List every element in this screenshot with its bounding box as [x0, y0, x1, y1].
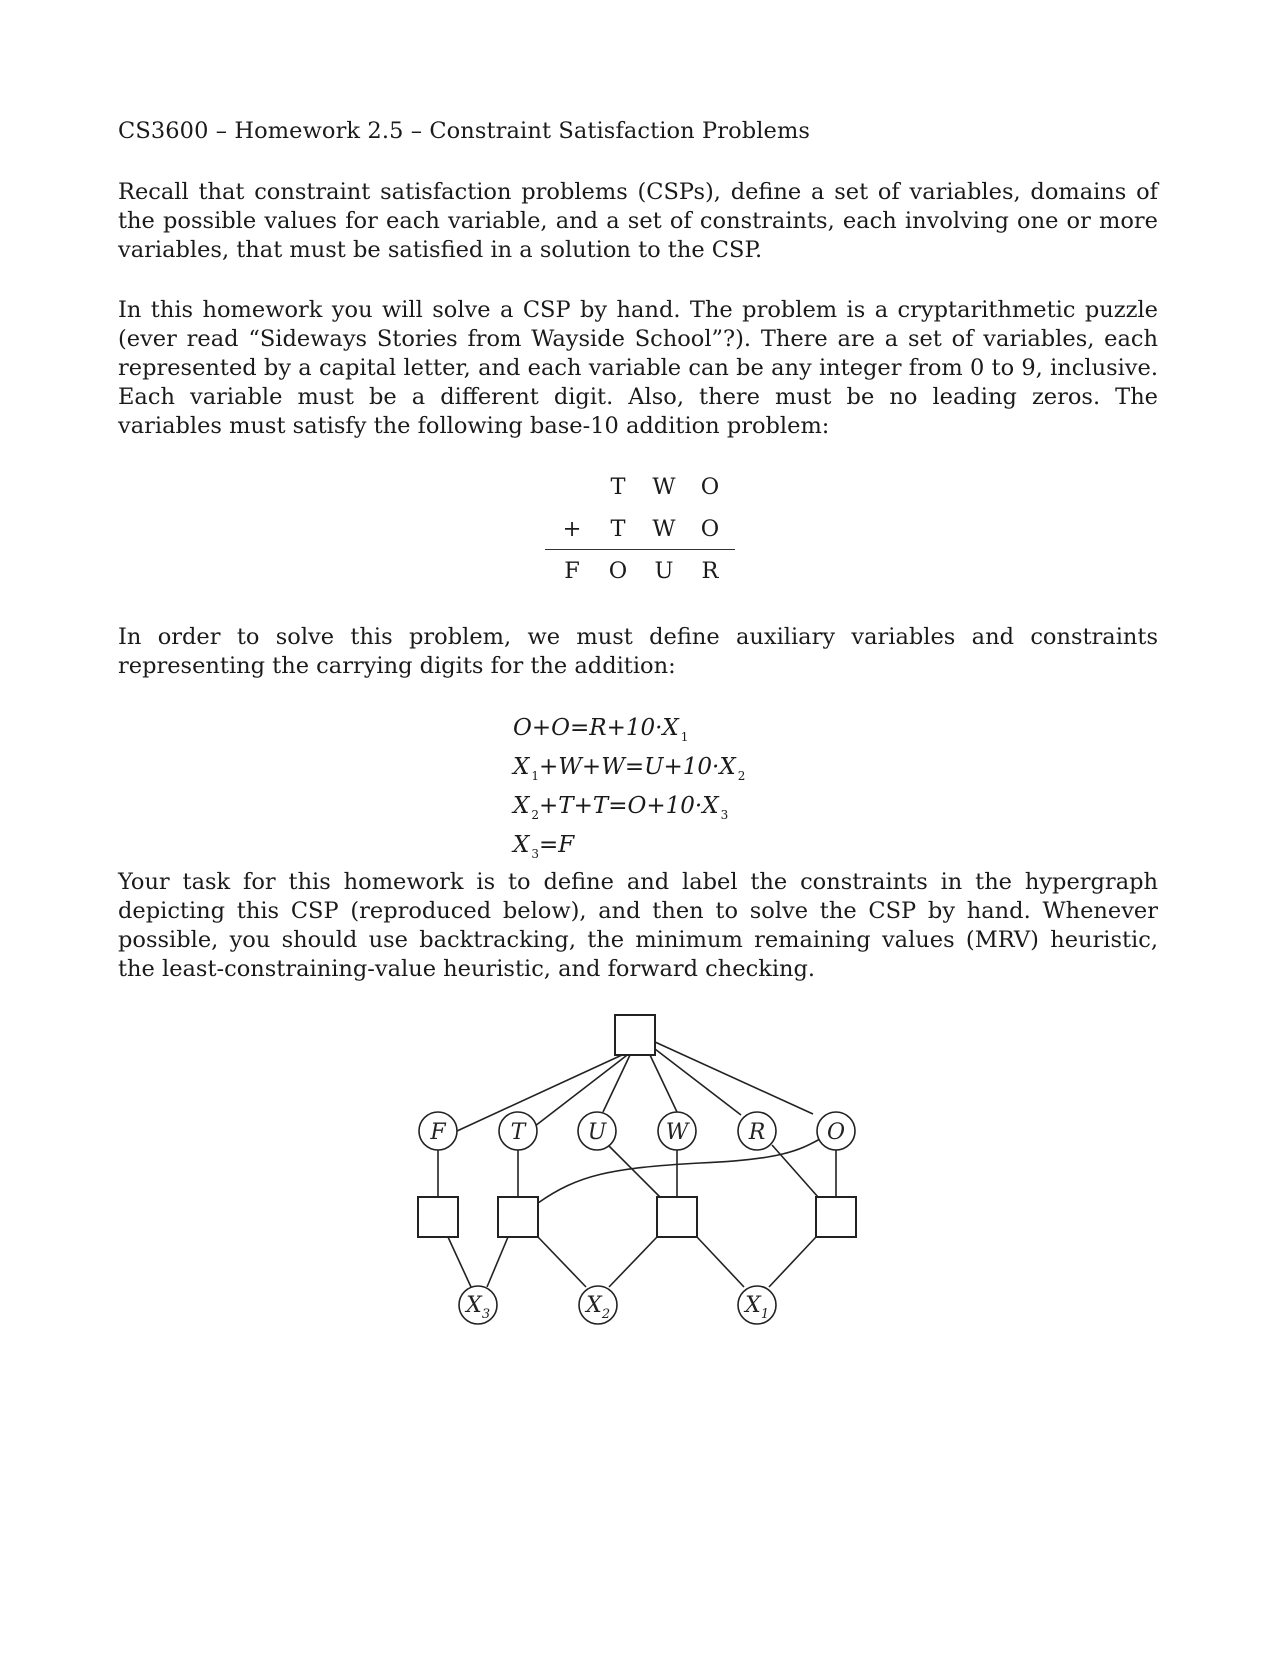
equation-1-text: O+O=R+10·X — [513, 715, 679, 741]
edge-box2-x3 — [487, 1237, 508, 1287]
node-x2-sub: 2 — [601, 1307, 611, 1322]
plus-operator: + — [562, 516, 582, 542]
auxiliary-paragraph: In order to solve this problem, we must define auxiliary variables and constraints representing the carrying digits for the addition: — [118, 624, 1158, 679]
constraint-box-1 — [418, 1197, 458, 1237]
node-x3 — [459, 1286, 497, 1324]
intro-paragraph: Recall that constraint satisfaction problems (CSPs), define a set of variables, domains of the possible values for each variable, and a set of constraints, each involving one or more variables, that must be satisfied in a solution to the CSP. — [118, 179, 1158, 263]
equation-4-sub: 3 — [531, 847, 540, 861]
constraint-box-4 — [816, 1197, 856, 1237]
addend1-digit-t: T — [610, 474, 626, 500]
page-title: CS3600 – Homework 2.5 – Constraint Satisfaction Problems — [118, 118, 811, 144]
edge-top-o — [655, 1042, 813, 1114]
node-o-label: O — [826, 1120, 846, 1145]
equation-4-text: =F — [539, 832, 575, 858]
edge-box1-x3 — [448, 1237, 471, 1287]
equation-2-var: X — [513, 754, 530, 780]
node-f — [419, 1112, 457, 1150]
node-x1-sub: 1 — [760, 1307, 770, 1322]
node-x3-sub: 3 — [481, 1307, 491, 1322]
equation-3-text: +T+T=O+10·X — [539, 793, 719, 819]
sum-digit-f: F — [564, 558, 580, 584]
equation-3-var: X — [513, 793, 530, 819]
equation-3-sub-b: 3 — [720, 808, 729, 822]
problem-paragraph: In this homework you will solve a CSP by hand. The problem is a cryptarithmetic puzzle (ever read “Sideways Stories from Wayside School”?). There are a set of variables, each represented by a capital letter, and each variable can be any integer from 0 to 9, inclusive. Each variable must be a different digit. Also, there must be no leading zeros. The variables must satisfy the following base-10 addition problem: — [118, 297, 1158, 439]
node-x2 — [579, 1286, 617, 1324]
edge-box3-x1 — [697, 1237, 744, 1287]
constraint-box-3 — [657, 1197, 697, 1237]
node-t-label: T — [510, 1120, 526, 1145]
constraint-box-alldiff — [615, 1015, 655, 1055]
edge-box4-x1 — [769, 1237, 816, 1287]
node-o — [817, 1112, 855, 1150]
equation-1-sub: 1 — [680, 730, 689, 744]
sum-digit-r: R — [701, 558, 719, 584]
node-f-label: F — [430, 1120, 446, 1145]
equation-2-sub-a: 1 — [531, 769, 540, 783]
equation-3-sub-a: 2 — [531, 808, 540, 822]
node-t — [499, 1112, 537, 1150]
equation-2-text: +W+W=U+10·X — [539, 754, 736, 780]
node-x1-label: X — [745, 1293, 761, 1318]
node-w — [658, 1112, 696, 1150]
edge-box3-x2 — [609, 1237, 657, 1287]
node-r — [738, 1112, 776, 1150]
node-u-label: U — [587, 1120, 607, 1145]
addend1-digit-o: O — [700, 474, 720, 500]
node-x2-label: X — [586, 1293, 602, 1318]
hypergraph-edges — [438, 1042, 836, 1287]
constraint-box-2 — [498, 1197, 538, 1237]
node-r-label: R — [748, 1120, 766, 1145]
node-w-label: W — [665, 1120, 689, 1145]
node-x1 — [738, 1286, 776, 1324]
sum-digit-u: U — [654, 558, 674, 584]
addend2-digit-t: T — [610, 516, 626, 542]
edge-box2-x2 — [538, 1237, 586, 1287]
equation-2-sub-b: 2 — [737, 769, 746, 783]
node-u — [578, 1112, 616, 1150]
sum-digit-o: O — [608, 558, 628, 584]
addend1-digit-w: W — [652, 474, 676, 500]
addend2-digit-o: O — [700, 516, 720, 542]
edge-r-box4 — [772, 1145, 818, 1197]
edge-top-r — [655, 1049, 741, 1115]
equation-4-var: X — [513, 832, 530, 858]
node-x3-label: X — [466, 1293, 482, 1318]
addend2-digit-w: W — [652, 516, 676, 542]
task-paragraph: Your task for this homework is to define and label the constraints in the hypergraph depicting this CSP (reproduced below), and then to solve the CSP by hand. Whenever possible, you should use backtracking, the minimum remaining values (MRV) heuristic, the least-constraining-value heuristic, and forward checking. — [118, 869, 1158, 982]
